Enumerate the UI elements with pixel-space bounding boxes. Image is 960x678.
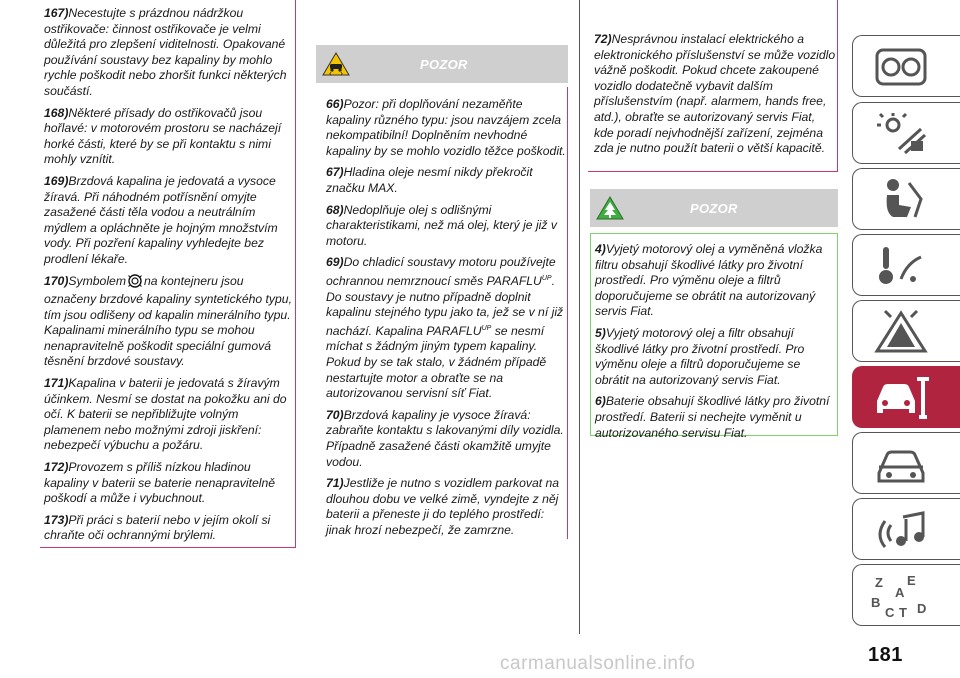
warning-72: 72)Nesprávnou instalací elektrického a elektronického příslušenství se může vozidlo vážně poškodit. Pokud chcete zakoupené vozidlo dodatečně vybavit dalším příslušenstvím (např. alarmem, hands free, atd.), obraťte se autorizovaný servis Fiat, kde poradí nejvhodnější zařízení, zejména zda je nutno použít baterii o větší kapacitě. — [594, 32, 836, 156]
note-173: 173)Při práci s baterií nebo v jejím okolí si chraňte oči ochrannými brýlemi. — [44, 512, 271, 543]
environment-5: 5)Vyjetý motorový olej a filtr obsahují škodlivé látky pro životní prostředí. Pro výměnu oleje a filtrů doporučujeme se obrátit na autorizovaný servis Fiat. — [595, 325, 805, 387]
tab-technical-data[interactable] — [852, 432, 960, 494]
watermark: carmanualsonline.info — [500, 653, 696, 674]
emergency-triangle-icon — [871, 309, 931, 355]
warning-banner-right — [590, 189, 838, 227]
note-168: 168)Některé přísady do ostřikovačů jsou hořlavé: v motorovém prostoru se nacházejí horké části, které by se při kontaktu s nimi mohly vznítit. — [44, 105, 282, 167]
tab-dashboard[interactable] — [852, 35, 960, 97]
index-letter: T — [899, 605, 907, 619]
tab-emergency[interactable] — [852, 300, 960, 362]
technical-data-icon — [871, 441, 931, 487]
warning-71: 71)Jestliže je nutno s vozidlem parkovat na dlouhou dobu ve velké zimě, vyndejte z něj baterii a přeneste ji do teplého prostředí: jinak hrozí nebezpečí, že zamrzne. — [326, 476, 560, 537]
index-letter: Z — [875, 575, 883, 590]
seat-safety-icon — [871, 177, 931, 223]
banner-title-right: POZOR — [690, 201, 738, 216]
index-letter: E — [907, 573, 916, 588]
banner-title: POZOR — [420, 57, 468, 72]
right-env-column — [595, 242, 837, 441]
multimedia-icon — [871, 507, 931, 553]
left-column — [44, 6, 292, 544]
note-171: 171)Kapalina v baterii je jedovatá s žíravým účinkem. Nesmí se dostat na pokožku ani do očí. K baterii se nepřibližujte volným plamenem nebo možnými zdroji jiskření: nebezpečí výbuchu a požáru. — [44, 376, 287, 453]
car-skid-warning-icon — [322, 52, 350, 81]
warning-67: 67)Hladina oleje nesmí nikdy překročit značku MAX. — [326, 165, 533, 195]
warning-banner-middle — [316, 45, 568, 83]
warning-68: 68)Nedoplňuje olej s odlišnými charakteristikami, než má olej, který je již v motoru. — [326, 202, 557, 248]
car-maintenance-icon — [871, 375, 935, 421]
environment-6: 6)Baterie obsahují škodlivé látky pro životní prostředí. Baterii si nechejte vyměnit u autorizovaného servisu Fiat. — [595, 394, 830, 440]
brake-fluid-symbol-icon — [128, 274, 142, 293]
lights-warning-icon — [871, 111, 931, 157]
note-169: 169)Brzdová kapalina je jedovatá a vysoce žíravá. Při náhodném potřísnění omyjte zasažené části těla vodou a neutrálním mýdlem a opláchněte je hojným množstvím vody. Při pozření kapaliny vyhledejte bez prodlení lékaře. — [44, 173, 278, 266]
index-letters-icon — [871, 573, 931, 619]
right-top-column — [594, 32, 838, 157]
tab-car-maintenance[interactable] — [852, 366, 960, 428]
note-172: 172)Provozem s příliš nízkou hladinou kapaliny v baterii se baterie nenapravitelně poškodí a může i vybuchnout. — [44, 460, 276, 506]
middle-column — [326, 97, 566, 539]
note-170: 170)Symbolem na kontejneru jsou označeny brzdové kapaliny syntetického typu, tím jsou odlišeny od kapalin minerálního typu. Kapalinami minerálního typu se mohou nenapravitelně poškodit speciální gumová těsnění brzdové soustavy. — [44, 273, 292, 369]
warning-66: 66)Pozor: při doplňování nezaměňte kapaliny různého typu: jsou navzájem zcela nekompatibilní! Doplněním nevhodné kapaliny by se mohlo vozidlo těžce poškodit. — [326, 97, 566, 158]
index-letter: A — [895, 585, 905, 600]
index-letter: B — [871, 595, 881, 610]
note-167: 167)Necestujte s prázdnou nádržkou ostřikovače: činnost ostřikovače je velmi důležitá pro zlepšení viditelnosti. Opakované používání soustavy bez kapaliny by mohlo rychle poškodit nebo zhoršit funkci některých součástí. — [44, 6, 287, 98]
tab-lights-warning[interactable] — [852, 102, 960, 164]
tab-index[interactable] — [852, 564, 960, 626]
column-divider-middle — [579, 0, 580, 634]
warning-69: 69)Do chladicí soustavy motoru používejte ochrannou nemrznoucí směs $PARAFLU^{UP}$. Do soustavy je nutno případně doplnit kapalinu stejného typu jako ta, jež se v ní již nachází. Kapalina $PARAFLU^{UP}$ se nesmí míchat s žádným jiným typem kapaliny. Pokud by se tak stalo, v žádném případě nestartujte motor a obraťte se na autorizovanou servisní síť Fiat. — [326, 255, 564, 401]
index-letter: D — [917, 601, 927, 616]
index-letter: C — [885, 605, 895, 619]
key-start-icon — [871, 243, 931, 289]
tab-multimedia[interactable] — [852, 498, 960, 560]
tab-key-start[interactable] — [852, 234, 960, 296]
dashboard-icon — [871, 44, 931, 90]
warning-70: 70)Brzdová kapaliny je vysoce žíravá: zabraňte kontaktu s lakovanými díly vozidla. Případně zasažené části okamžitě umyjte vodou. — [326, 407, 564, 469]
tab-seat-safety[interactable] — [852, 168, 960, 230]
page-number: 181 — [868, 644, 903, 666]
environment-tree-icon — [596, 196, 624, 225]
environment-4: 4)Vyjetý motorový olej a vyměněná vložka filtru obsahují škodlivé látky pro životní prostředí. Pro výměnu oleje a filtrů doporučujeme se obrátit na autorizovaný servis Fiat. — [595, 242, 823, 319]
